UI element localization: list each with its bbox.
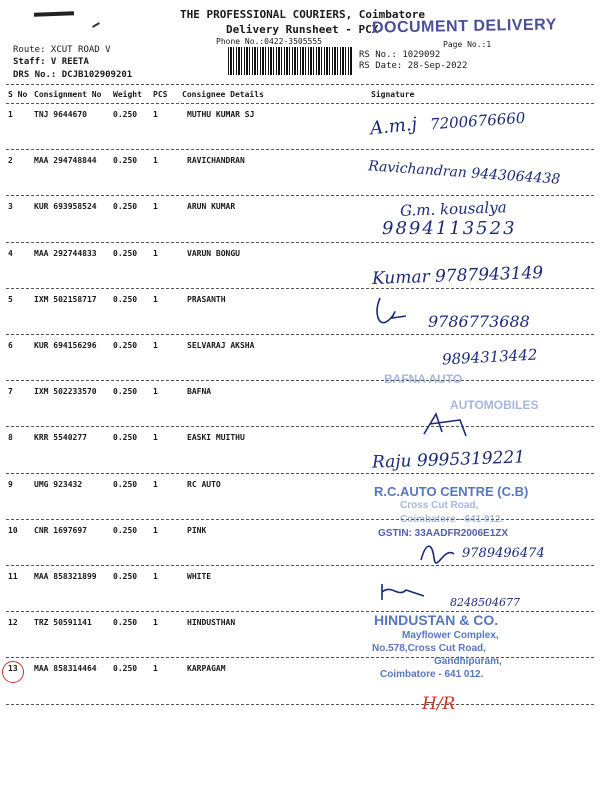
row-consignee: RAVICHANDRAN [187, 156, 245, 166]
stamp-row12-name: HINDUSTAN & CO. [374, 612, 499, 628]
header-top-rule [6, 84, 594, 85]
row-weight: 0.250 [113, 664, 138, 674]
signature-row2: Ravichandran 9443064438 [367, 158, 561, 188]
phone-row10: 9789496474 [462, 546, 545, 561]
signature-row10-scrawl [418, 540, 458, 564]
row-divider [6, 657, 594, 658]
row-consignment-no: TNJ 9644670 [34, 110, 87, 119]
row-sno: 1 [8, 110, 13, 119]
row-divider [6, 334, 594, 335]
stamp-row9-address2: Coimbatore - 641 012. [400, 514, 504, 525]
row-weight: 0.250 [113, 341, 138, 350]
row-consignment-no: MAA 858314464 [34, 664, 97, 674]
row-pcs: 1 [153, 572, 158, 581]
signature-row1: A.m.j [369, 113, 419, 140]
row-sno: 4 [8, 248, 13, 258]
phone-number: Phone No.:0422-3505555 [216, 37, 322, 46]
row-pcs: 1 [153, 248, 158, 258]
row-sno: 8 [8, 433, 13, 443]
stamp-row9-name: R.C.AUTO CENTRE (C.B) [374, 484, 529, 499]
row-weight: 0.250 [113, 110, 138, 119]
row-consignee: WHITE [187, 572, 212, 581]
signature-row8: Raju 9995319221 [371, 447, 526, 473]
col-weight: Weight [113, 90, 142, 99]
row-weight: 0.250 [113, 618, 138, 628]
row-consignment-no: TRZ 50591141 [34, 618, 92, 628]
row-sno: 7 [8, 387, 13, 397]
row-divider [6, 380, 594, 381]
row-sno: 2 [8, 156, 13, 166]
row-weight: 0.250 [113, 572, 138, 581]
stamp-row12-line1: Mayflower Complex, [402, 630, 499, 641]
col-sno: S No [8, 90, 28, 99]
row-divider [6, 426, 594, 427]
row-consignee: PRASANTH [187, 294, 226, 304]
col-signature: Signature [371, 90, 415, 99]
row-consignee: BAFNA [187, 387, 212, 397]
row-pcs: 1 [153, 618, 158, 628]
row-divider [6, 473, 594, 474]
signature-row4: Kumar 9787943149 [371, 263, 544, 289]
row-consignee: PINK [187, 525, 207, 535]
row-consignee: RC AUTO [187, 479, 221, 489]
drs-number: DRS No.: DCJB102909201 [13, 70, 133, 80]
stamp-row12-line3: Gandhipuram, [434, 656, 502, 667]
col-consignment: Consignment No [34, 90, 102, 99]
col-pcs: PCS [153, 90, 168, 99]
row-divider [6, 519, 594, 520]
scan-mark [34, 11, 74, 16]
page-number: Page No.:1 [443, 40, 492, 49]
rs-date: RS Date: 28-Sep-2022 [359, 61, 468, 71]
row-sno: 9 [8, 479, 13, 489]
stamp-row7-name: BAFNA AUTO [384, 372, 463, 386]
signature-row7-scrawl [420, 410, 470, 440]
row-consignee: EASKI MUITHU [187, 433, 245, 443]
row-sno: 10 [8, 525, 18, 535]
stamp-row12-line2: No.578,Cross Cut Road, [372, 643, 486, 654]
row-sno: 12 [8, 618, 18, 628]
route-label: Route: XCUT ROAD V [13, 45, 111, 55]
row-pcs: 1 [153, 341, 158, 350]
row-consignment-no: UMG 923432 [34, 479, 83, 489]
rs-number: RS No.: 1029092 [359, 50, 441, 60]
row-pcs: 1 [153, 433, 158, 443]
row-pcs: 1 [153, 387, 158, 397]
phone-row3: 9894113523 [382, 218, 517, 239]
row-consignee: HINDUSTHAN [187, 618, 236, 628]
barcode-image [228, 47, 352, 75]
row-consignee: VARUN BONGU [187, 248, 240, 258]
row-weight: 0.250 [113, 433, 138, 443]
stamp-row7-sub: AUTOMOBILES [450, 398, 539, 412]
row-consignment-no: KUR 693958524 [34, 202, 97, 212]
staff-label: Staff: V REETA [13, 57, 89, 67]
row-consignee: MUTHU KUMAR SJ [187, 110, 255, 119]
phone-row11: 8248504677 [450, 596, 520, 609]
row-pcs: 1 [153, 202, 158, 212]
row-pcs: 1 [153, 156, 158, 166]
row13-circle-mark [2, 661, 24, 683]
row-weight: 0.250 [113, 202, 138, 212]
row-consignment-no: IXM 502233570 [34, 387, 97, 397]
row-consignment-no: KUR 694156296 [34, 341, 97, 350]
signature-row11-scrawl [378, 580, 428, 604]
stamp-row9-address1: Cross Cut Road, [400, 500, 479, 511]
row-pcs: 1 [153, 294, 158, 304]
phone-row1: 7200676660 [429, 108, 526, 134]
runsheet-title: Delivery Runsheet - PCX [226, 23, 379, 36]
row-divider [6, 195, 594, 196]
scan-tick [92, 22, 100, 28]
phone-row5: 9786773688 [428, 312, 530, 331]
row-sno: 6 [8, 341, 13, 350]
row-divider [6, 704, 594, 705]
stamp-row12-line4: Coimbatore - 641 012. [380, 669, 484, 680]
company-title: THE PROFESSIONAL COURIERS, Coimbatore [180, 8, 426, 21]
document-delivery-stamp: DOCUMENT DELIVERY [371, 16, 557, 37]
row-consignment-no: KRR 5540277 [34, 433, 87, 443]
row-pcs: 1 [153, 525, 158, 535]
row-consignment-no: CNR 1697697 [34, 525, 87, 535]
row-weight: 0.250 [113, 525, 138, 535]
row-weight: 0.250 [113, 156, 138, 166]
row-divider [6, 288, 594, 289]
stamp-row9-gstin: GSTIN: 33AADFR2006E1ZX [378, 528, 509, 539]
row-divider [6, 611, 594, 612]
row-pcs: 1 [153, 664, 158, 674]
row-divider [6, 149, 594, 150]
signature-row5-scrawl [372, 292, 412, 332]
header-bottom-rule [6, 103, 594, 104]
row-consignee: KARPAGAM [187, 664, 226, 674]
row-consignment-no: MAA 858321899 [34, 572, 97, 581]
col-consignee: Consignee Details [182, 90, 264, 99]
row-consignment-no: IXM 502158717 [34, 294, 97, 304]
row-weight: 0.250 [113, 387, 138, 397]
row-divider [6, 565, 594, 566]
row-consignee: ARUN KUMAR [187, 202, 236, 212]
row-sno: 5 [8, 294, 13, 304]
row-weight: 0.250 [113, 294, 138, 304]
row-sno: 11 [8, 572, 18, 581]
row-consignment-no: MAA 292744833 [34, 248, 97, 258]
row-sno: 3 [8, 202, 13, 212]
signature-row3: G.m. kousalya [399, 198, 507, 220]
row-divider [6, 242, 594, 243]
phone-row6: 9894313442 [441, 345, 538, 369]
signature-row13: H/R [422, 694, 456, 714]
row-weight: 0.250 [113, 479, 138, 489]
row-sno: 13 [8, 664, 18, 674]
row-pcs: 1 [153, 479, 158, 489]
row-pcs: 1 [153, 110, 158, 119]
row-consignee: SELVARAJ AKSHA [187, 341, 255, 350]
row-weight: 0.250 [113, 248, 138, 258]
row-consignment-no: MAA 294748844 [34, 156, 97, 166]
